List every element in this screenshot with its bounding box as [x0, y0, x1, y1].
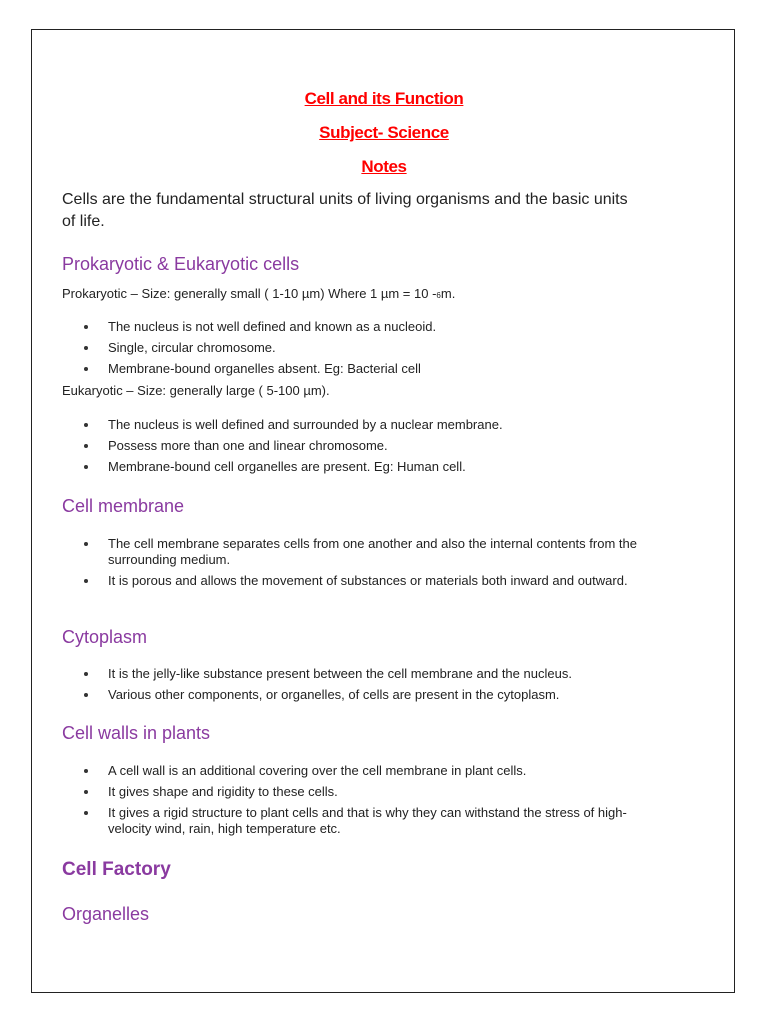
cytoplasm-list [62, 666, 642, 708]
heading-prok-euk: Prokaryotic & Eukaryotic cells [62, 254, 300, 274]
list-item: It gives shape and rigidity to these cells. [62, 784, 642, 800]
list-item: The cell membrane separates cells from one another and also the internal contents from the surrounding medium. [62, 536, 642, 568]
list-item: The nucleus is well defined and surrounded by a nuclear membrane. [62, 417, 642, 433]
prokaryotic-size-line: Prokaryotic – Size: generally small ( 1-10 µm) Where 1 µm = 10 -6m. [62, 286, 456, 301]
list-item: Possess more than one and linear chromosome. [62, 438, 642, 454]
eukaryotic-list [62, 417, 642, 480]
eukaryotic-size-line: Eukaryotic – Size: generally large ( 5-100 µm). [62, 383, 330, 398]
list-item: Various other components, or organelles, of cells are present in the cytoplasm. [62, 687, 642, 703]
list-item: The nucleus is not well defined and known as a nucleoid. [62, 319, 642, 335]
list-item: Membrane-bound organelles absent. Eg: Bacterial cell [62, 361, 642, 377]
heading-cell-membrane: Cell membrane [62, 496, 185, 516]
list-item: It is porous and allows the movement of substances or materials both inward and outward. [62, 573, 642, 589]
document-title: Cell and its Function [304, 89, 464, 108]
list-item: Single, circular chromosome. [62, 340, 642, 356]
list-item: It gives a rigid structure to plant cells and that is why they can withstand the stress of high-velocity wind, rain, high temperature etc. [62, 805, 642, 837]
membrane-list [62, 536, 642, 594]
heading-cell-factory: Cell Factory [62, 859, 171, 880]
heading-cytoplasm: Cytoplasm [62, 627, 148, 647]
cell-walls-list [62, 763, 642, 842]
list-item: It is the jelly-like substance present between the cell membrane and the nucleus. [62, 666, 642, 682]
intro-paragraph: Cells are the fundamental structural units of living organisms and the basic units of life. [62, 191, 628, 230]
notes-label: Notes [361, 157, 407, 176]
subject-line: Subject- Science [319, 123, 449, 142]
heading-organelles: Organelles [62, 904, 150, 924]
heading-cell-walls: Cell walls in plants [62, 723, 211, 743]
list-item: A cell wall is an additional covering over the cell membrane in plant cells. [62, 763, 642, 779]
prokaryotic-list [62, 319, 642, 382]
list-item: Membrane-bound cell organelles are present. Eg: Human cell. [62, 459, 642, 475]
